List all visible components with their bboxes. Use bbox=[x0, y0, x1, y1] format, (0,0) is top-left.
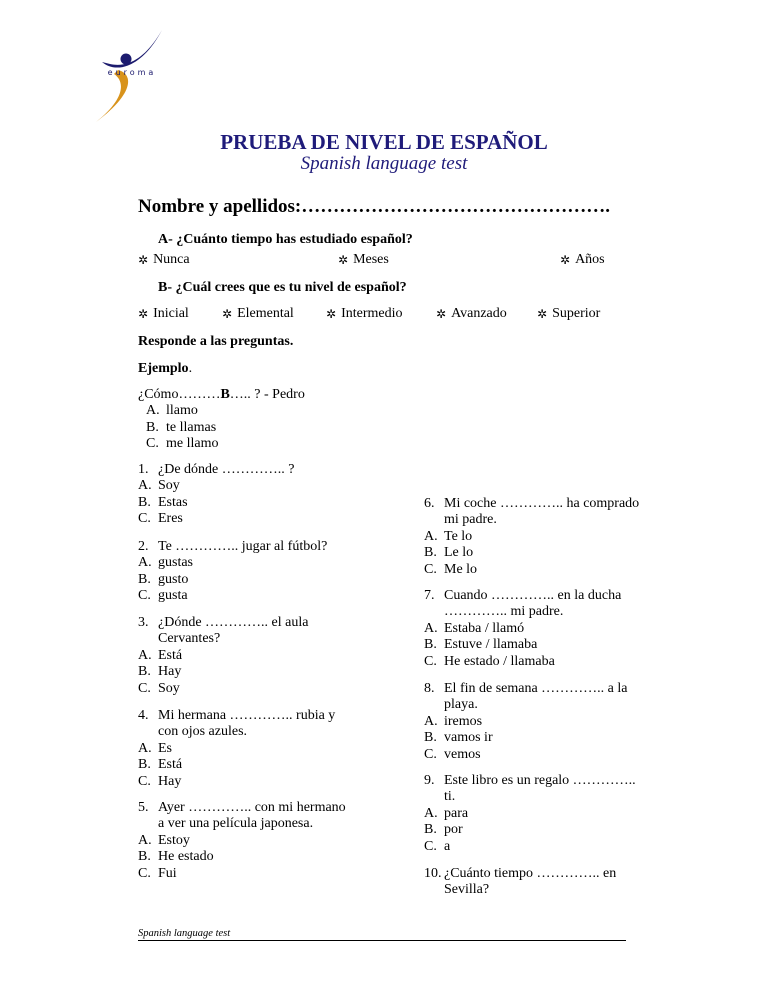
answer-option[interactable]: C. Hay bbox=[138, 773, 182, 789]
name-field-line: Nombre y apellidos:…………………………………………. bbox=[138, 196, 611, 217]
example-label: Ejemplo. bbox=[138, 361, 193, 376]
answer-option[interactable]: A. Estoy bbox=[138, 832, 190, 848]
flower-bullet-icon: ✲ bbox=[326, 307, 337, 321]
question-8: 8. El fin de semana ………….. a la playa. A. iremos B. vamos ir C. vemos bbox=[424, 681, 674, 763]
question-6: 6. Mi coche ………….. ha comprado mi padre. A. Te lo B. Le lo C. Me lo bbox=[424, 496, 674, 578]
flower-bullet-icon: ✲ bbox=[560, 253, 571, 267]
question-9: 9. Este libro es un regalo ………….. ti. A. para B. por C. a bbox=[424, 773, 674, 855]
option-meses[interactable]: ✲ Meses bbox=[338, 252, 389, 267]
example-prompt: ¿Cómo………B….. ? - Pedro bbox=[138, 387, 305, 402]
section-a-heading: A- ¿Cuánto tiempo has estudiado español? bbox=[158, 232, 413, 247]
answer-option[interactable]: B. gusto bbox=[138, 571, 189, 587]
question-10: 10. ¿Cuánto tiempo ………….. en Sevilla? bbox=[424, 866, 617, 898]
section-b-heading: B- ¿Cuál crees que es tu nivel de español? bbox=[158, 280, 407, 295]
answer-option[interactable]: B. Estuve / llamaba bbox=[424, 637, 538, 653]
page-footer: Spanish language test bbox=[138, 928, 626, 941]
question-3: 3. ¿Dónde ………….. el aula Cervantes? A. Está B. Hay C. Soy bbox=[138, 615, 378, 697]
answer-option[interactable]: C. Fui bbox=[138, 865, 177, 881]
flower-bullet-icon: ✲ bbox=[338, 253, 349, 267]
logo-text: euroma bbox=[107, 68, 157, 77]
answer-option[interactable]: B. Le lo bbox=[424, 545, 474, 561]
flower-bullet-icon: ✲ bbox=[138, 253, 149, 267]
answer-option[interactable]: B. por bbox=[424, 822, 463, 838]
question-2: 2. Te ………….. jugar al fútbol? A. gustas B. gusto C. gusta bbox=[138, 539, 378, 605]
flower-bullet-icon: ✲ bbox=[138, 307, 149, 321]
answer-option[interactable]: B. He estado bbox=[138, 849, 214, 865]
answer-option[interactable]: A. Estaba / llamó bbox=[424, 620, 525, 636]
answer-option[interactable]: A. Está bbox=[138, 647, 183, 663]
answer-option[interactable]: B. Está bbox=[138, 757, 183, 773]
option-nunca[interactable]: ✲ Nunca bbox=[138, 252, 190, 267]
page-title: PRUEBA DE NIVEL DE ESPAÑOL bbox=[220, 130, 548, 154]
flower-bullet-icon: ✲ bbox=[222, 307, 233, 321]
instructions: Responde a las preguntas. bbox=[138, 334, 294, 349]
answer-option[interactable]: B. vamos ir bbox=[424, 730, 493, 746]
answer-option[interactable]: C. vemos bbox=[424, 746, 481, 762]
answer-option[interactable]: A. Soy bbox=[138, 478, 180, 494]
option-elemental[interactable]: ✲ Elemental bbox=[222, 306, 294, 321]
answer-option[interactable]: C. a bbox=[424, 838, 451, 854]
question-4: 4. Mi hermana ………….. rubia y con ojos azules. A. Es B. Está C. Hay bbox=[138, 708, 378, 790]
flower-bullet-icon: ✲ bbox=[436, 307, 447, 321]
answer-option[interactable]: A. gustas bbox=[138, 555, 193, 571]
question-5: 5. Ayer ………….. con mi hermano a ver una película japonesa. A. Estoy B. He estado C. Fui bbox=[138, 800, 378, 882]
answer-option[interactable]: B. Estas bbox=[138, 494, 188, 510]
answer-option[interactable]: A. para bbox=[424, 805, 469, 821]
option-avanzado[interactable]: ✲ Avanzado bbox=[436, 306, 507, 321]
option-intermedio[interactable]: ✲ Intermedio bbox=[326, 306, 403, 321]
answer-option[interactable]: C. He estado / llamaba bbox=[424, 653, 555, 669]
example-block: ¿Cómo………B….. ? - Pedro A. llamo B. te llamas C. me llamo bbox=[138, 387, 305, 452]
answer-option[interactable]: A. iremos bbox=[424, 713, 483, 729]
option-inicial[interactable]: ✲ Inicial bbox=[138, 306, 189, 321]
answer-option[interactable]: C. Eres bbox=[138, 511, 183, 527]
answer-option[interactable]: C. Me lo bbox=[424, 561, 478, 577]
question-1: 1. ¿De dónde ………….. ? A. Soy B. Estas C. Eres bbox=[138, 462, 378, 528]
option-superior[interactable]: ✲ Superior bbox=[537, 306, 601, 321]
answer-option[interactable]: C. Soy bbox=[138, 680, 180, 696]
option-anos[interactable]: ✲ Años bbox=[560, 252, 605, 267]
euroma-logo bbox=[92, 28, 172, 124]
answer-option[interactable]: A. Es bbox=[138, 740, 172, 756]
flower-bullet-icon: ✲ bbox=[537, 307, 548, 321]
question-7: 7. Cuando ………….. en la ducha ………….. mi padre. A. Estaba / llamó B. Estuve / llamaba C. He estado / llamaba bbox=[424, 588, 674, 670]
answer-option[interactable]: B. Hay bbox=[138, 664, 182, 680]
page-subtitle: Spanish language test bbox=[300, 153, 468, 174]
answer-option[interactable]: C. gusta bbox=[138, 588, 188, 604]
answer-option[interactable]: A. Te lo bbox=[424, 528, 473, 544]
